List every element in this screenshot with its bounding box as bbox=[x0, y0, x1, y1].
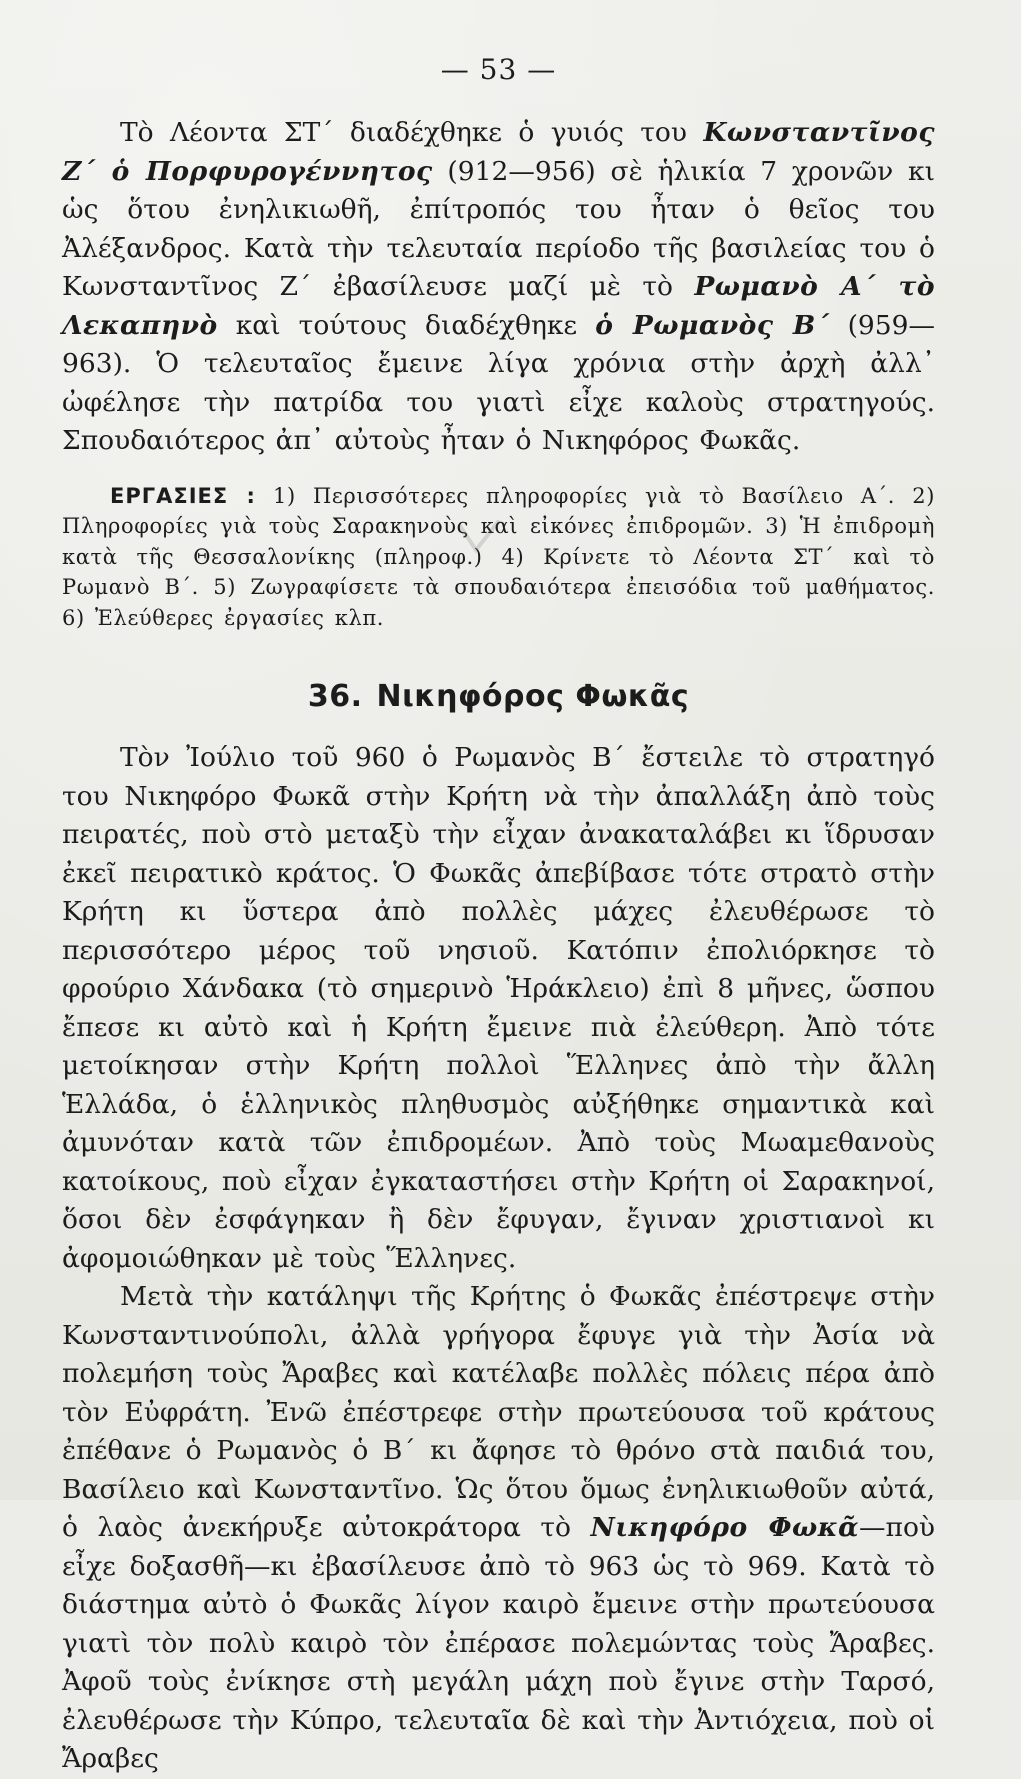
intro-name-konstantinos: Κωνσταντῖνος Ζ΄ ὁ Πορφυρογέννητος bbox=[62, 117, 935, 187]
intro-name-romanos-b: ὁ Ρωμανὸς Β΄ bbox=[595, 309, 830, 341]
exercises-label: ΕΡΓΑΣΙΕΣ : bbox=[110, 483, 256, 508]
body-name-nikephoros: Νικηφόρο Φωκᾶ bbox=[590, 1512, 860, 1543]
section-title: Νικηφόρος Φωκᾶς bbox=[376, 679, 690, 714]
intro-paragraph bbox=[62, 114, 935, 461]
intro-name-romanos-a: Ρωμανὸ Α΄ τὸ Λεκαπηνὸ bbox=[62, 271, 935, 341]
intro-text-1: Τὸ Λέοντα ΣΤ΄ διαδέχθηκε ὁ γυιός του bbox=[120, 117, 704, 148]
exercises-block bbox=[62, 481, 935, 634]
body-paragraph-2 bbox=[62, 1278, 935, 1779]
section-number: 36. bbox=[307, 679, 363, 714]
body-paragraph-1-text: Τὸν Ἰούλιο τοῦ 960 ὁ Ρωμανὸς Β΄ ἔστειλε τὸ στρατηγό του Νικηφόρο Φωκᾶ στὴν Κρήτη νὰ τὴν ἀπαλλάξη ἀπὸ τοὺς πειρατές, ποὺ στὸ μεταξὺ τὴν εἶχαν ἀνακαταλάβει κι ἵδρυσαν ἐκεῖ πειρατικὸ κράτος. Ὁ Φωκᾶς ἀπεβίβασε τότε στρατὸ στὴν Κρήτη κι ὕστερα ἀπὸ πολλὲς μάχες ἐλευθέρωσε τὸ περισσότερο μέρος τοῦ νησιοῦ. Κατόπιν ἐπολιόρκησε τὸ φρούριο Χάνδακα (τὸ σημερινὸ Ἡράκλειο) ἐπὶ 8 μῆνες, ὥσπου ἔπεσε κι αὐτὸ καὶ ἡ Κρήτη ἔμεινε πιὰ ἐλεύθερη. Ἀπὸ τότε μετοίκησαν στὴν Κρήτη πολλοὶ Ἕλληνες ἀπὸ τὴν ἄλλη Ἑλλάδα, ὁ ἑλληνικὸς πληθυσμὸς αὐξήθηκε σημαντικὰ καὶ ἀμυνόταν κατὰ τῶν ἐπιδρομέων. Ἀπὸ τοὺς Μωαμεθανοὺς κατοίκους, ποὺ εἶχαν ἐγκαταστήσει στὴν Κρήτη οἱ Σαρακηνοί, ὅσοι δὲν ἐσφάγηκαν ἢ δὲν ἔφυγαν, ἔγιναν χριστιανοὶ κι ἀφομοιώθηκαν μὲ τοὺς Ἕλληνες. bbox=[62, 742, 935, 1274]
section-heading bbox=[62, 677, 935, 717]
body-paragraph-1 bbox=[62, 739, 935, 1278]
body-paragraph-2-text-2: —ποὺ εἶχε δοξασθῆ—κι ἐβασίλευσε ἀπὸ τὸ 963 ὡς τὸ 969. Κατὰ τὸ διάστημα αὐτὸ ὁ Φωκᾶς λίγον καιρὸ ἔμεινε στὴν πρωτεύουσα γιατὶ τὸν πολὺ καιρὸ τὸν ἐπέρασε πολεμώντας τοὺς Ἄραβες. Ἀφοῦ τοὺς ἐνίκησε στὴ μεγάλη μάχη ποὺ ἔγινε στὴν Ταρσό, ἐλευθέρωσε τὴν Κύπρο, τελευταῖα δὲ καὶ τὴν Ἀντιόχεια, ποὺ οἱ Ἄραβες bbox=[62, 1512, 936, 1774]
pencil-check-mark-icon bbox=[456, 520, 502, 554]
intro-text-3: καὶ τούτους διαδέχθηκε bbox=[217, 309, 596, 341]
exercises-text: 1) Περισσότερες πληροφορίες γιὰ τὸ Βασίλειο Α΄. 2) Πληροφορίες γιὰ τοὺς Σαρακηνοὺς καὶ εἰκόνες ἐπιδρομῶν. 3) Ἡ ἐπιδρομὴ κατὰ τῆς Θεσσαλονίκης (πληροφ.) 4) Κρίνετε τὸ Λέοντα ΣΤ΄ καὶ τὸ Ρωμανὸ Β΄. 5) Ζωγραφίσετε τὰ σπουδαιότερα ἐπεισόδια τοῦ μαθήματος. 6) Ἐλεύθερες ἐργασίες κλπ. bbox=[62, 483, 935, 630]
body-paragraph-2-text-1: Μετὰ τὴν κατάληψι τῆς Κρήτης ὁ Φωκᾶς ἐπέστρεψε στὴν Κωνσταντινούπολι, ἀλλὰ γρήγορα ἔφυγε γιὰ τὴν Ἀσία νὰ πολεμήση τοὺς Ἄραβες καὶ κατέλαβε πολλὲς πόλεις πέρα ἀπὸ τὸν Εὐφράτη. Ἐνῶ ἐπέστρεφε στὴν πρωτεύουσα τοῦ κράτους ἐπέθανε ὁ Ρωμανὸς ὁ Β΄ κι ἄφησε τὸ θρόνο στὰ παιδιά του, Βασίλειο καὶ Κωνσταντῖνο. Ὡς ὅτου ὅμως ἐνηλικιωθοῦν αὐτά, ὁ λαὸς ἀνεκήρυξε αὐτοκράτορα τὸ bbox=[62, 1281, 935, 1543]
intro-text-2: (912—956) σὲ ἡλικία 7 χρονῶν κι ὡς ὅτου ἐνηλικιωθῆ, ἐπίτροπός του ἦταν ὁ θεῖος του Ἀλέξανδρος. Κατὰ τὴν τελευταία περίοδο τῆς βασιλείας του ὁ Κωνσταντῖνος Ζ΄ ἐβασίλευσε μαζί μὲ τὸ bbox=[62, 155, 935, 302]
intro-text-4: (959—963). Ὁ τελευταῖος ἔμεινε λίγα χρόνια στὴν ἀρχὴ ἀλλ᾿ ὠφέλησε τὴν πατρίδα του γιατὶ εἶχε καλοὺς στρατηγούς. Σπουδαιότερος ἀπ᾿ αὐτοὺς ἦταν ὁ Νικηφόρος Φωκᾶς. bbox=[62, 309, 936, 456]
page-number: — 53 — bbox=[440, 53, 557, 86]
